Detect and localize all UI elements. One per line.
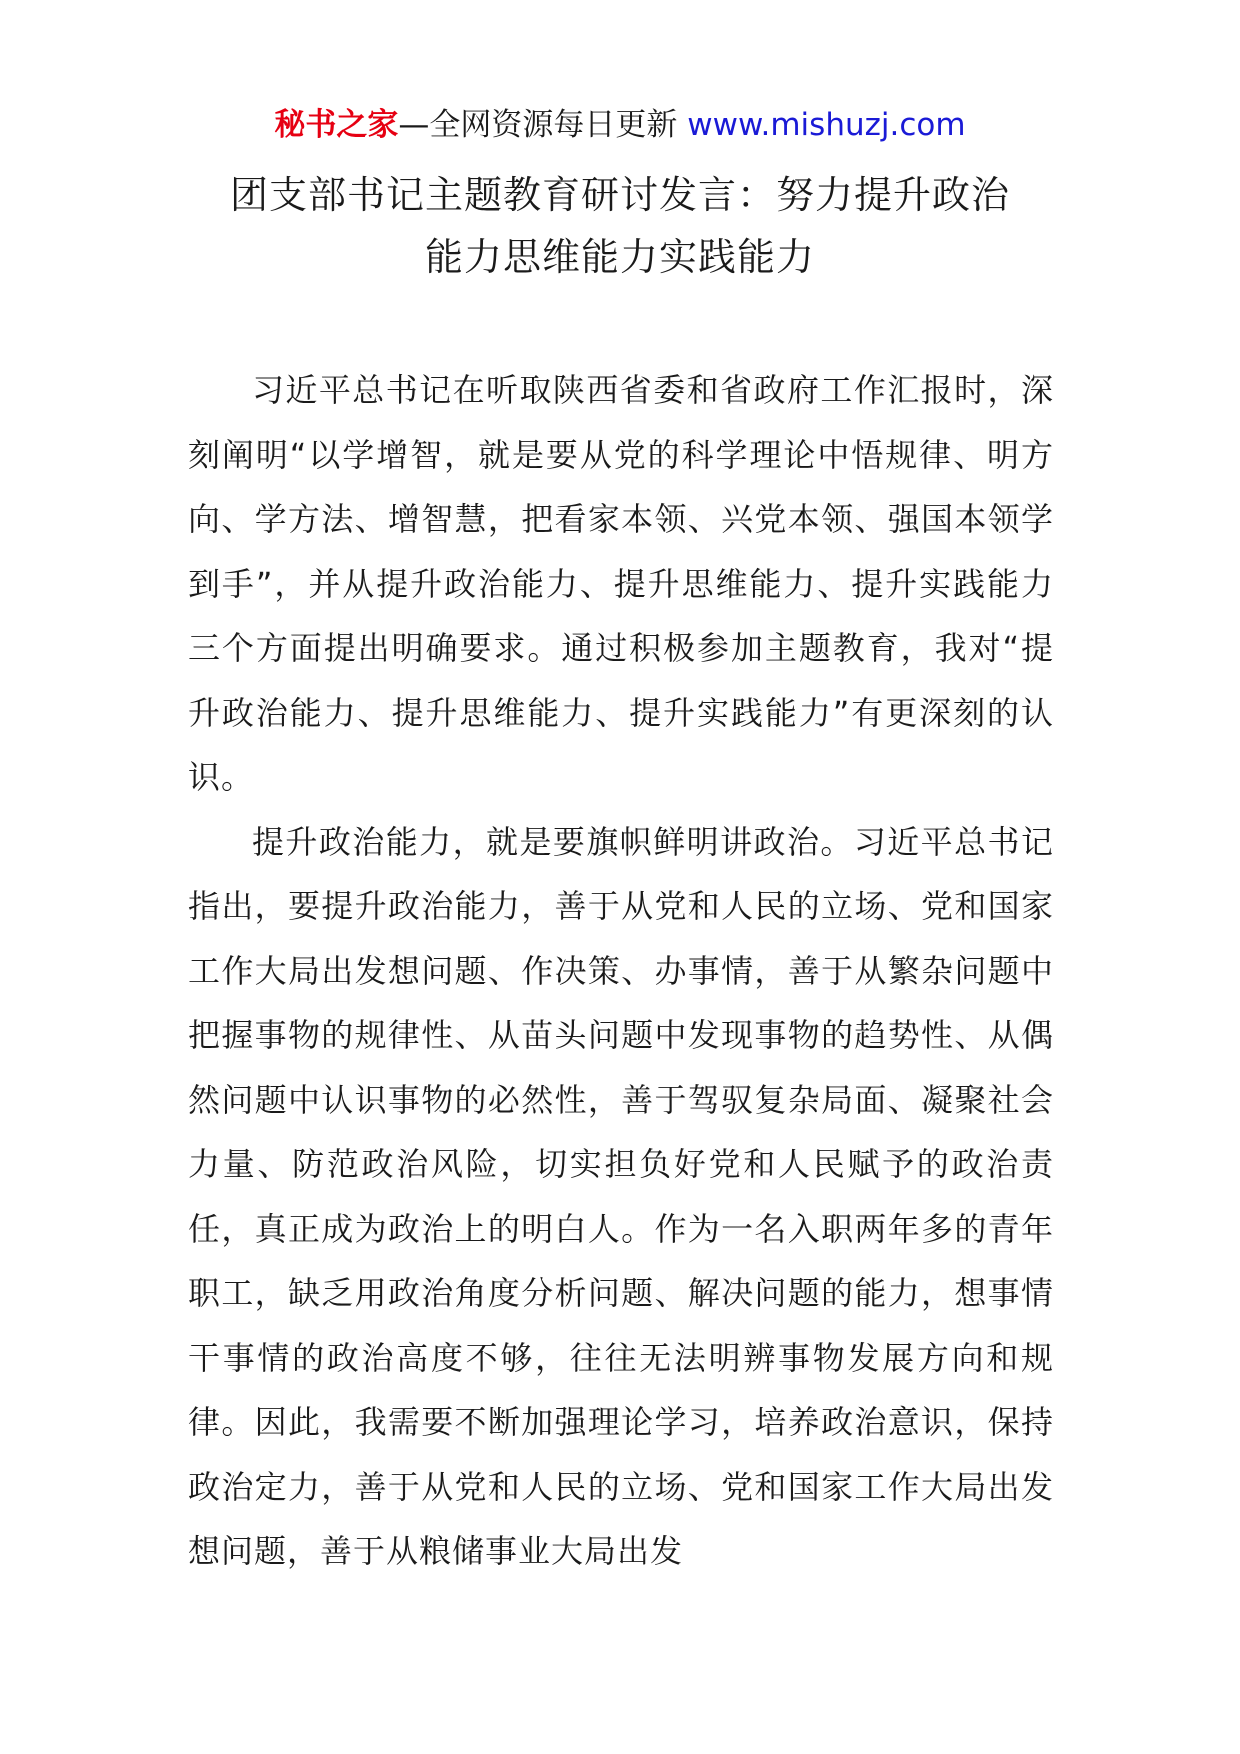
paragraph: 习近平总书记在听取陕西省委和省政府工作汇报时，深刻阐明“以学增智，就是要从党的科学理论中悟规律、明方向、学方法、增智慧，把看家本领、兴党本领、强国本领学到手”，并从提升政治能力、提升思维能力、提升实践能力三个方面提出明确要求。通过积极参加主题教育，我对“提升政治能力、提升思维能力、提升实践能力”有更深刻的认识。 bbox=[188, 371, 1054, 796]
document-body bbox=[188, 358, 1054, 1584]
document-title bbox=[150, 164, 1090, 288]
header-slogan: —全网资源每日更新 bbox=[398, 107, 678, 143]
title-line-2: 能力思维能力实践能力 bbox=[424, 235, 815, 279]
paragraph: 提升政治能力，就是要旗帜鲜明讲政治。习近平总书记指出，要提升政治能力，善于从党和人民的立场、党和国家工作大局出发想问题、作决策、办事情，善于从繁杂问题中把握事物的规律性、从苗头问题中发现事物的趋势性、从偶然问题中认识事物的必然性，善于驾驭复杂局面、凝聚社会力量、防范政治风险，切实担负好党和人民赋予的政治责任，真正成为政治上的明白人。作为一名入职两年多的青年职工，缺乏用政治角度分析问题、解决问题的能力，想事情干事情的政治高度不够，往往无法明辨事物发展方向和规律。因此，我需要不断加强理论学习，培养政治意识，保持政治定力，善于从党和人民的立场、党和国家工作大局出发想问题，善于从粮储事业大局出发 bbox=[188, 822, 1054, 1570]
watermark-header bbox=[0, 98, 1240, 152]
brand-name: 秘书之家 bbox=[274, 107, 399, 143]
website-link[interactable]: www.mishuzj.com bbox=[687, 107, 966, 143]
title-line-1: 团支部书记主题教育研讨发言：努力提升政治 bbox=[229, 173, 1010, 217]
